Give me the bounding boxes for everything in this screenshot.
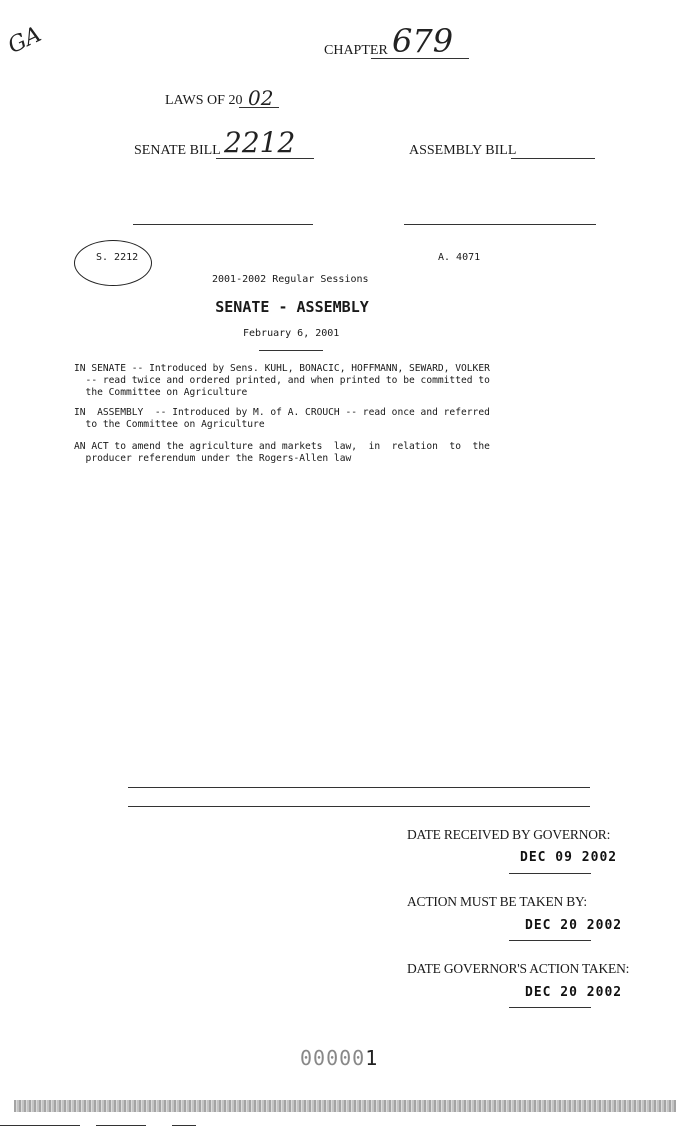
action-taken-line: [509, 1007, 591, 1008]
page-number-last: 1: [365, 1046, 379, 1070]
senate-bill-ref: S. 2212: [96, 252, 139, 263]
introduction-date: February 6, 2001: [243, 328, 340, 339]
act-title: AN ACT to amend the agriculture and markets law, in relation to the producer referendum under the Rogers-Allen law: [74, 441, 490, 464]
action-deadline-stamp: DEC 20 2002: [525, 918, 623, 933]
senate-bill-circle-mark: [74, 240, 152, 286]
chapter-label: CHAPTER: [324, 43, 388, 58]
divider-rule: [128, 806, 590, 807]
senate-bill-label: SENATE BILL: [134, 143, 221, 158]
page-number: [300, 1046, 378, 1070]
signature-line-right: [404, 224, 596, 225]
date-received-line: [509, 873, 591, 874]
date-received-label: DATE RECEIVED BY GOVERNOR:: [407, 827, 611, 842]
assembly-bill-line: [511, 158, 595, 159]
senate-bill-number: 2212: [224, 126, 296, 159]
signature-line-left: [133, 224, 313, 225]
footer-rule: [172, 1125, 196, 1126]
house-title: SENATE - ASSEMBLY: [215, 298, 369, 316]
laws-year: 02: [248, 86, 274, 110]
laws-label: LAWS OF 20: [165, 93, 243, 108]
divider-rule: [128, 787, 590, 788]
date-received-stamp: DEC 09 2002: [520, 850, 618, 865]
assembly-bill-label: ASSEMBLY BILL: [409, 143, 517, 158]
margin-note: GA: [4, 22, 46, 59]
senate-bill-line: [216, 158, 314, 159]
footer-rule: [96, 1125, 146, 1126]
chapter-number-line: [371, 58, 469, 59]
assembly-bill-ref: A. 4071: [438, 252, 481, 263]
action-taken-stamp: DEC 20 2002: [525, 985, 623, 1000]
date-underline: [259, 350, 323, 351]
chapter-number: 679: [392, 22, 454, 60]
action-deadline-label: ACTION MUST BE TAKEN BY:: [407, 894, 587, 909]
session-text: 2001-2002 Regular Sessions: [212, 274, 369, 285]
scan-artifact-band: [14, 1100, 676, 1112]
action-taken-label: DATE GOVERNOR'S ACTION TAKEN:: [407, 961, 630, 976]
page-number-faded: 00000: [300, 1046, 366, 1070]
footer-rule: [0, 1125, 80, 1126]
action-deadline-line: [509, 940, 591, 941]
laws-year-line: [239, 107, 279, 108]
assembly-introduction: IN ASSEMBLY -- Introduced by M. of A. CROUCH -- read once and referred to the Committee on Agriculture: [74, 407, 490, 430]
senate-introduction: IN SENATE -- Introduced by Sens. KUHL, BONACIC, HOFFMANN, SEWARD, VOLKER -- read twice and ordered printed, and when printed to be committed to the Committee on Agriculture: [74, 363, 490, 398]
